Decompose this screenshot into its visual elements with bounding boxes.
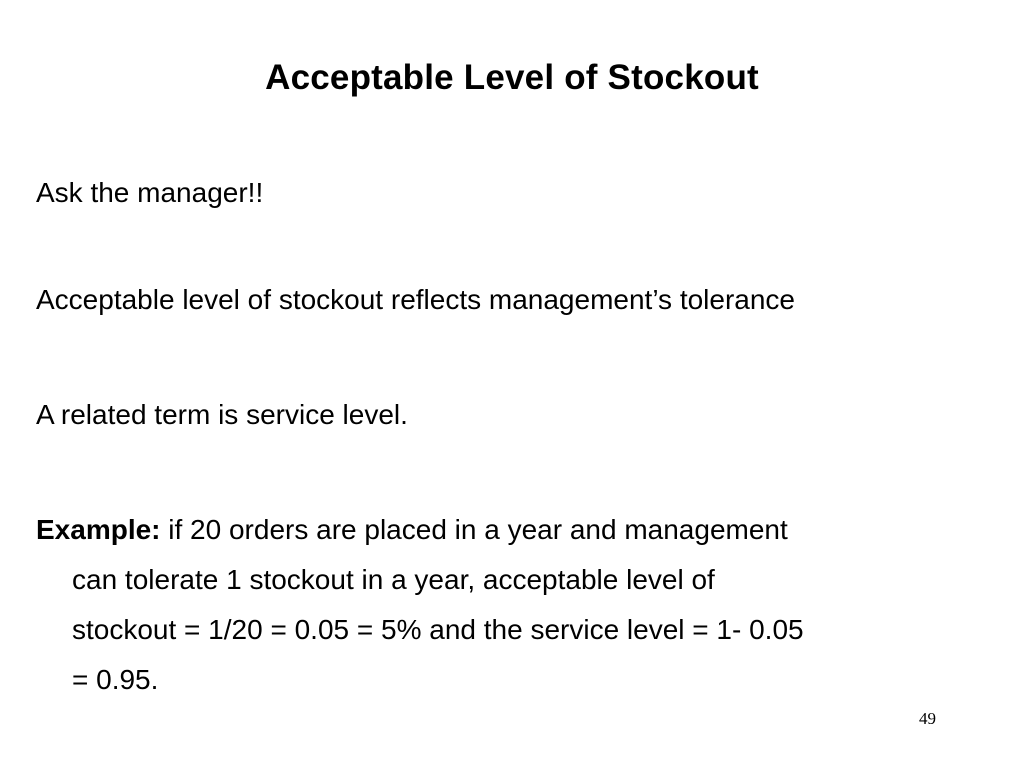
example-text-line-1: if 20 orders are placed in a year and management	[160, 514, 788, 545]
page-number: 49	[919, 709, 936, 728]
example-text-line-2: can tolerate 1 stockout in a year, acceptable level of	[72, 564, 715, 595]
example-text-line-4: = 0.95.	[72, 664, 159, 695]
paragraph-tolerance: Acceptable level of stockout reflects management’s tolerance	[36, 284, 796, 315]
example-text-line-3: stockout = 1/20 = 0.05 = 5% and the service level = 1- 0.05	[72, 614, 804, 645]
slide-title: Acceptable Level of Stockout	[265, 58, 759, 97]
example-first-line	[36, 505, 986, 555]
paragraph-ask-manager: Ask the manager!!	[36, 177, 264, 208]
paragraph-service-level: A related term is service level.	[36, 399, 408, 430]
example-label: Example:	[36, 514, 161, 545]
paragraph-example	[36, 505, 986, 705]
